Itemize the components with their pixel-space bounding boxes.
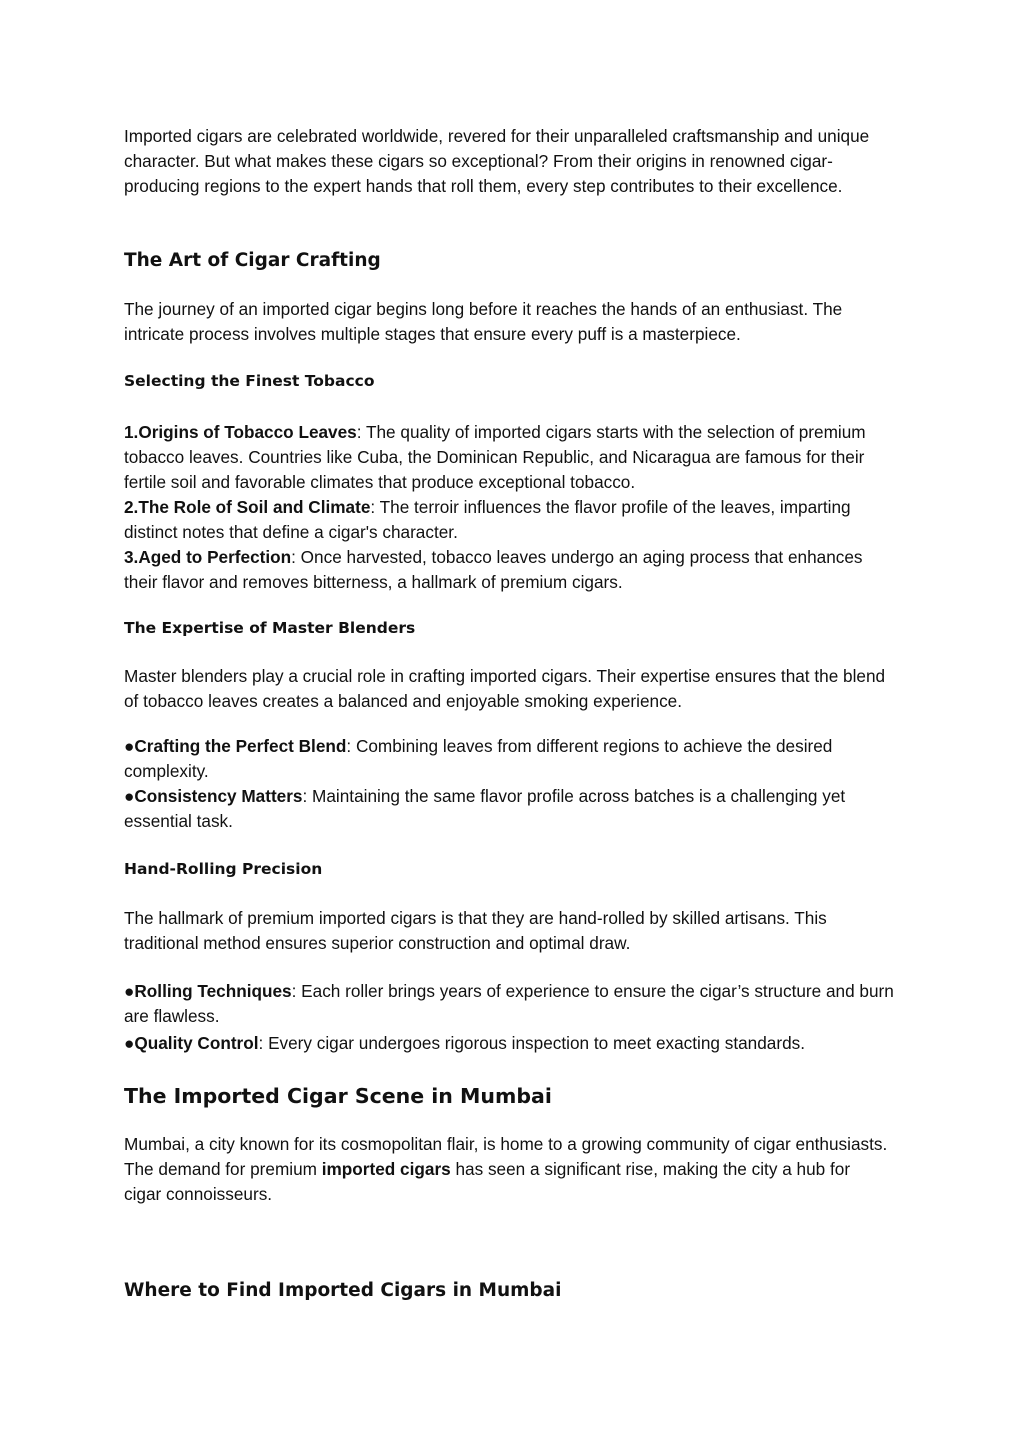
list-item-label: ●Consistency Matters [124,786,303,806]
heading-art-of-cigar-crafting: The Art of Cigar Crafting [124,250,381,271]
list-item [124,784,894,834]
list-item-text: : Maintaining the same flavor profile across batches is a challenging yet essential task. [124,786,846,831]
mumbai-paragraph [124,1132,889,1207]
list-item-text: : Once harvested, tobacco leaves undergo an aging process that enhances their flavor and removes bitterness, a hallmark of premium cigars. [124,547,863,592]
mumbai-text-bold: imported cigars [321,1159,451,1179]
list-item-text: : The terroir influences the flavor profile of the leaves, imparting distinct notes that define a cigar's character. [124,497,851,542]
intro-paragraph: Imported cigars are celebrated worldwide, revered for their unparalleled craftsmanship and unique character. But what makes these cigars so exceptional? From their origins in renowned cigar-producing regions to the expert hands that roll them, every step contributes to their excellence. [124,126,870,196]
list-item-label: ●Quality Control [124,1033,259,1053]
heading-where-to-find-cigars-mumbai: Where to Find Imported Cigars in Mumbai [124,1280,562,1301]
art-paragraph: The journey of an imported cigar begins long before it reaches the hands of an enthusiast. The intricate process involves multiple stages that ensure every puff is a masterpiece. [124,299,843,344]
mumbai-text-before: Mumbai, a city known for its cosmopolitan flair, is home to a growing community of cigar enthusiasts. The demand for premium [124,1134,888,1179]
mumbai-text-after: has seen a significant rise, making the city a hub for cigar connoisseurs. [124,1159,851,1204]
list-item-label: ●Crafting the Perfect Blend [124,736,347,756]
list-item-text: : Combining leaves from different regions to achieve the desired complexity. [124,736,833,781]
list-item-label: ●Rolling Techniques [124,981,292,1001]
heading-hand-rolling-precision: Hand-Rolling Precision [124,860,323,878]
heading-expertise-master-blenders: The Expertise of Master Blenders [124,619,416,637]
rolling-list [124,979,899,1056]
rolling-paragraph: The hallmark of premium imported cigars is that they are hand-rolled by skilled artisans. This traditional method ensures superior construction and optimal draw. [124,908,827,953]
list-item [124,420,894,495]
list-item-label: 3.Aged to Perfection [124,547,292,567]
heading-imported-cigar-scene-mumbai: The Imported Cigar Scene in Mumbai [124,1084,552,1108]
list-item [124,495,894,545]
list-item-label: 1.Origins of Tobacco Leaves [124,422,357,442]
list-item [124,734,914,784]
list-item-text: : Each roller brings years of experience to ensure the cigar’s structure and burn are flawless. [124,981,894,1026]
blenders-list [124,734,914,834]
list-item [124,979,899,1029]
list-item-label: 2.The Role of Soil and Climate [124,497,371,517]
list-item-text: : The quality of imported cigars starts with the selection of premium tobacco leaves. Countries like Cuba, the Dominican Republic, and Nicaragua are famous for their fertile soil and favorable climates that produce exceptional tobacco. [124,422,866,492]
list-item-text: : Every cigar undergoes rigorous inspection to meet exacting standards. [258,1033,805,1053]
list-item [124,545,894,595]
heading-selecting-finest-tobacco: Selecting the Finest Tobacco [124,372,375,390]
tobacco-list [124,420,894,595]
blenders-paragraph: Master blenders play a crucial role in crafting imported cigars. Their expertise ensures that the blend of tobacco leaves creates a balanced and enjoyable smoking experience. [124,666,886,711]
list-item [124,1031,899,1056]
